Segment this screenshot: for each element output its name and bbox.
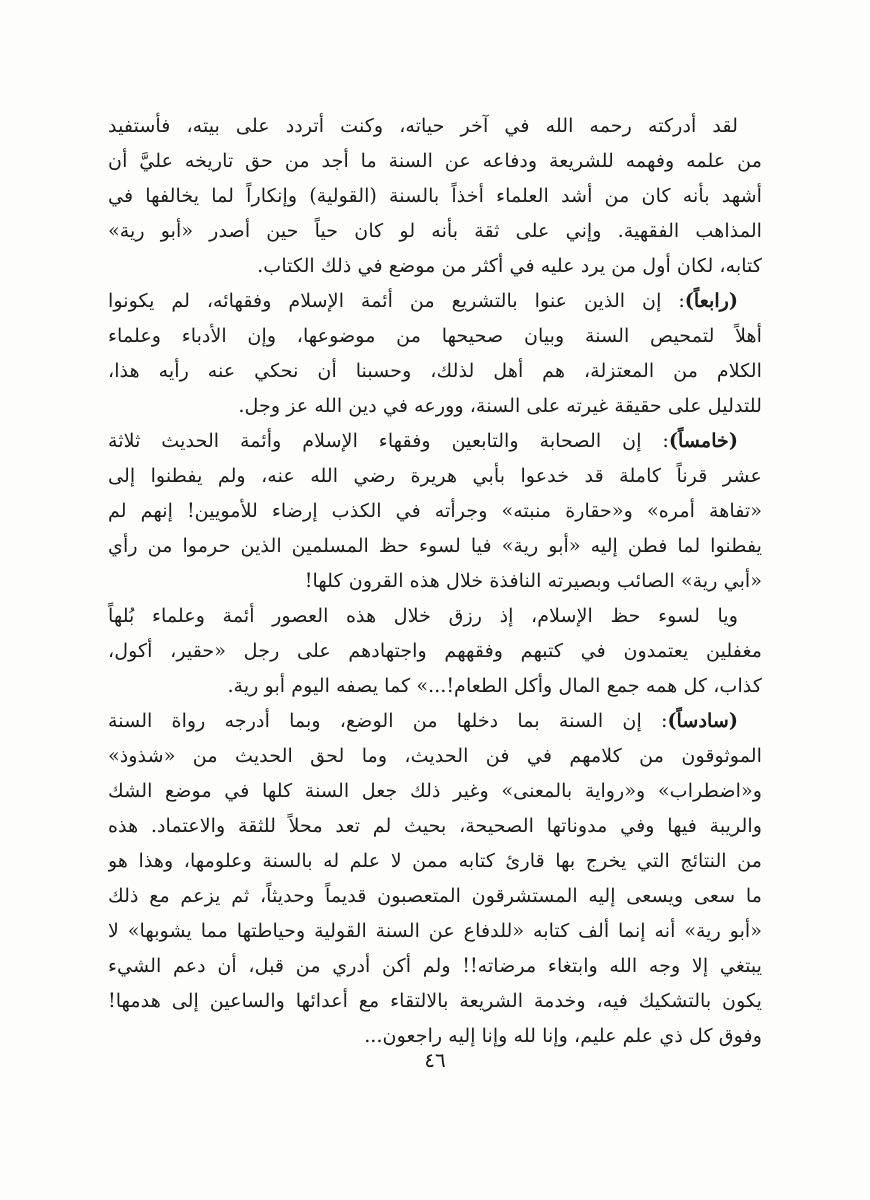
section-lead-sixth: (سادساً): [667, 709, 738, 732]
text-line: يفطنوا لما فطن إليه «أبو رية» فيا لسوء حظ المسلمين الذين حرموا من رأي: [108, 534, 762, 557]
text-line: مغفلين يعتمدون في كتبهم وفقههم واجتهادهم على رجل «حقير، أكول،: [108, 639, 762, 662]
text-line: يبتغي إلا وجه الله وابتغاء مرضاته!! ولم أكن أدري من قبل، أن دعم الشيء: [108, 954, 762, 977]
text-line-content: : إن السنة بما دخلها من الوضع، وبما أدرجه رواة السنة: [108, 709, 668, 732]
text-line: الموثوقون من كلامهم في فن الحديث، وما لحق الحديث من «شذوذ»: [108, 744, 762, 767]
text-line: أشهد بأنه كان من أشد العلماء أخذاً بالسنة (القولية) وإنكاراً لما يخالفها في: [108, 184, 762, 207]
text-line: [108, 423, 762, 458]
text-line: كذاب، كل همه جمع المال وأكل الطعام!...» كما يصفه اليوم أبو رية.: [227, 674, 762, 697]
text-line: «تفاهة أمره» و«حقارة منبته» وجرأته في الكذب إرضاء للأمويين! إنهم لم: [108, 499, 762, 522]
section-lead-fourth: (رابعاً): [684, 289, 738, 312]
page-number: ٤٦: [424, 1048, 446, 1072]
body-text: [108, 108, 762, 1053]
text-line-content: : إن الذين عنوا بالتشريع من أئمة الإسلام وفقهائه، لم يكونوا: [108, 289, 685, 312]
text-line: «أبي رية» الصائب وبصيرته النافذة خلال هذه القرون كلها!: [304, 569, 762, 592]
text-line: كتابه، لكان أول من يرد عليه في أكثر من موضع في ذلك الكتاب.: [257, 254, 762, 277]
text-line: «أبو رية» أنه إنما ألف كتابه «للدفاع عن السنة القولية وحياطتها مما يشوبها» لا: [108, 919, 762, 942]
text-line: من النتائج التي يخرج بها قارئ كتابه ممن لا علم له بالسنة وعلومها، وهذا هو: [108, 849, 762, 872]
text-line: ويا لسوء حظ الإسلام، إذ رزق خلال هذه العصور أئمة وعلماء بُلهاً: [108, 604, 738, 627]
text-line: أهلاً لتمحيص السنة وبيان صحيحها من موضوعها، وإن الأدباء وعلماء: [108, 324, 762, 347]
text-line: و«اضطراب» و«رواية بالمعنى» وغير ذلك جعل السنة كلها في موضع الشك: [108, 779, 762, 802]
text-line: للتدليل على حقيقة غيرته على السنة، وورعه في دين الله عز وجل.: [238, 394, 762, 417]
text-line: والريبة فيها وفي مدوناتها الصحيحة، بحيث لم تعد محلاً للثقة والاعتماد. هذه: [108, 814, 762, 837]
text-line: يكون بالتشكيك فيه، وخدمة الشريعة بالالتقاء مع أعدائها والساعين إلى هدمها!: [108, 989, 762, 1012]
section-lead-fifth: (خامساً): [668, 429, 738, 452]
text-line-content: : إن الصحابة والتابعين وفقهاء الإسلام وأئمة الحديث ثلاثة: [108, 429, 669, 452]
text-line: المذاهب الفقهية. وإني على ثقة بأنه لو كان حياً حين أصدر «أبو رية»: [108, 219, 762, 242]
text-line: من علمه وفهمه للشريعة ودفاعه عن السنة ما أجد من حق تاريخه عليَّ أن: [108, 149, 762, 172]
text-line: [108, 283, 762, 318]
text-line: [108, 703, 762, 738]
text-line: لقد أدركته رحمه الله في آخر حياته، وكنت أتردد على بيته، فأستفيد: [108, 114, 738, 137]
text-line: الكلام من المعتزلة، هم أهل لذلك، وحسبنا أن نحكي عنه رأيه هذا،: [108, 359, 762, 382]
text-line: ما سعى ويسعى إليه المستشرقون المتعصبون قديماً وحديثاً، ثم يزعم مع ذلك: [108, 884, 762, 907]
text-line: وفوق كل ذي علم عليم، وإنا لله وإنا إليه راجعون...: [364, 1024, 762, 1047]
text-line: عشر قرناً كاملة قد خدعوا بأبي هريرة رضي الله عنه، ولم يفطنوا إلى: [108, 464, 762, 487]
